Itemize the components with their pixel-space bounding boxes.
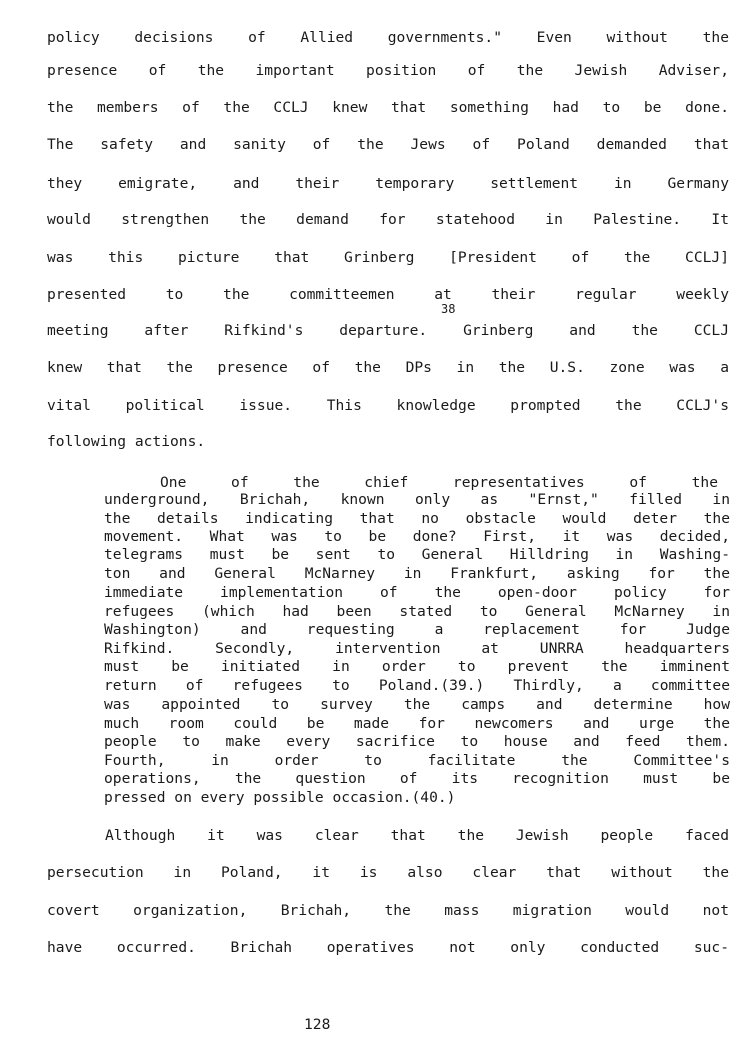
text-line: vital political issue. This knowledge prompted the CCLJ's — [47, 397, 729, 414]
page-number: 128 — [304, 1016, 331, 1033]
quote-line: operations, the question of its recognition must be — [104, 770, 730, 787]
text-line: following actions. — [47, 433, 206, 450]
text-line: The safety and sanity of the Jews of Poland demanded that — [47, 136, 729, 153]
text-line: was this picture that Grinberg [President of the CCLJ] — [47, 249, 729, 266]
quote-line: movement. What was to be done? First, it was decided, — [104, 528, 730, 545]
quote-line: must be initiated in order to prevent the imminent — [104, 658, 730, 675]
footnote-marker: 38 — [441, 302, 456, 316]
text-line: Although it was clear that the Jewish people faced — [105, 827, 729, 844]
quote-line: was appointed to survey the camps and determine how — [104, 696, 730, 713]
text-line: persecution in Poland, it is also clear that without the — [47, 864, 729, 881]
text-line: presence of the important position of the Jewish Adviser, — [47, 62, 729, 79]
quote-line: ton and General McNarney in Frankfurt, asking for the — [104, 565, 730, 582]
quote-line: Fourth, in order to facilitate the Committee's — [104, 752, 730, 769]
quote-line: Rifkind. Secondly, intervention at UNRRA headquarters — [104, 640, 730, 657]
text-line: policy decisions of Allied governments." Even without the — [47, 29, 729, 46]
quote-line: One of the chief representatives of the — [160, 474, 718, 491]
quote-line: pressed on every possible occasion.(40.) — [104, 789, 456, 806]
quote-line: the details indicating that no obstacle would deter the — [104, 510, 730, 527]
text-line: the members of the CCLJ knew that something had to be done. — [47, 99, 729, 116]
text-line: covert organization, Brichah, the mass migration would not — [47, 902, 729, 919]
quote-line: telegrams must be sent to General Hilldring in Washing- — [104, 546, 730, 563]
text-line: presented to the committeemen at their regular weekly — [47, 286, 729, 303]
quote-line: people to make every sacrifice to house and feed them. — [104, 733, 730, 750]
quote-line: underground, Brichah, known only as "Ernst," filled in — [104, 491, 730, 508]
text-line: knew that the presence of the DPs in the U.S. zone was a — [47, 359, 729, 376]
text-line: would strengthen the demand for statehood in Palestine. It — [47, 211, 729, 228]
quote-line: immediate implementation of the open-door policy for — [104, 584, 730, 601]
text-line: they emigrate, and their temporary settlement in Germany — [47, 175, 729, 192]
text-line: meeting after Rifkind's departure. Grinberg and the CCLJ — [47, 322, 729, 339]
text-line: have occurred. Brichah operatives not only conducted suc- — [47, 939, 729, 956]
quote-line: refugees (which had been stated to General McNarney in — [104, 603, 730, 620]
quote-line: return of refugees to Poland.(39.) Thirdly, a committee — [104, 677, 730, 694]
quote-line: Washington) and requesting a replacement for Judge — [104, 621, 730, 638]
quote-line: much room could be made for newcomers and urge the — [104, 715, 730, 732]
